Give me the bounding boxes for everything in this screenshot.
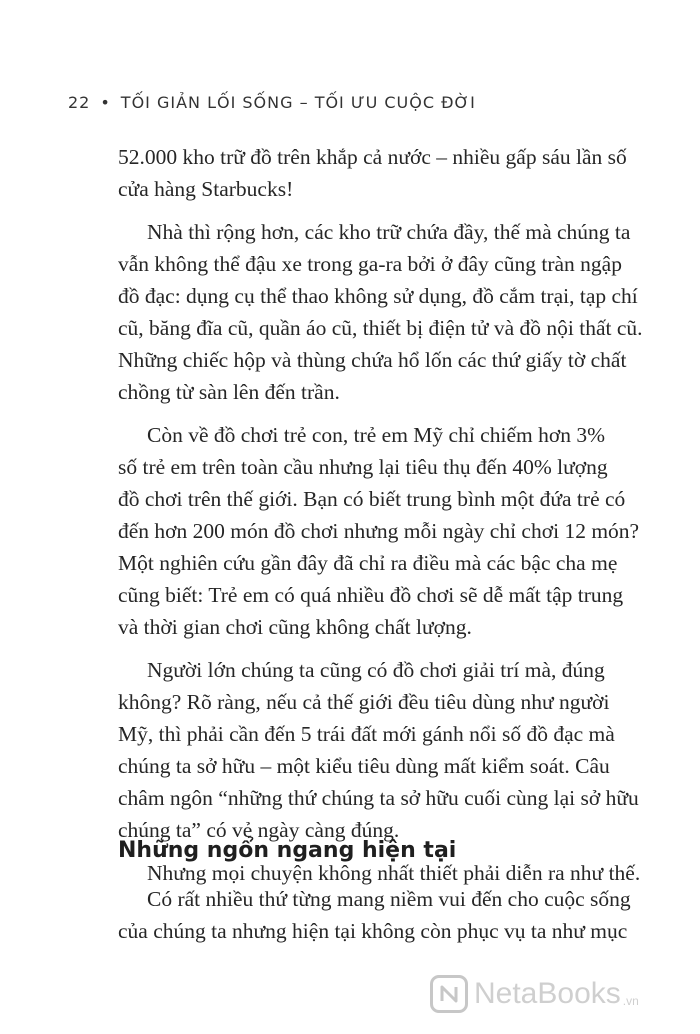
- paragraph: [118, 654, 639, 846]
- book-title: TỐI GIẢN LỐI SỐNG – TỐI ƯU CUỘC ĐỜI: [120, 93, 476, 112]
- body-text: [118, 141, 643, 900]
- text-line: chúng ta sở hữu – một kiểu tiêu dùng mất kiểm soát. Câu: [118, 754, 610, 778]
- text-line: cửa hàng Starbucks!: [118, 177, 294, 201]
- page-number: 22: [68, 93, 91, 112]
- text-line: đồ đạc: dụng cụ thể thao không sử dụng, đồ cắm trại, tạp chí: [118, 284, 638, 308]
- watermark: [430, 975, 639, 1013]
- text-line: Những chiếc hộp và thùng chứa hổ lốn các thứ giấy tờ chất: [118, 348, 627, 372]
- paragraph: [118, 883, 631, 947]
- text-line: Nhà thì rộng hơn, các kho trữ chứa đầy, thế mà chúng ta: [147, 220, 631, 244]
- watermark-brand: NetaBooks: [474, 977, 621, 1010]
- text-line: và thời gian chơi cũng không chất lượng.: [118, 615, 472, 639]
- text-line: vẫn không thể đậu xe trong ga-ra bởi ở đây cũng tràn ngập: [118, 252, 622, 276]
- text-line: Mỹ, thì phải cần đến 5 trái đất mới gánh nổi số đồ đạc mà: [118, 722, 615, 746]
- text-line: Nhưng mọi chuyện không nhất thiết phải diễn ra như thế.: [147, 861, 641, 885]
- text-line: số trẻ em trên toàn cầu nhưng lại tiêu thụ đến 40% lượng: [118, 455, 608, 479]
- paragraph: [118, 419, 640, 643]
- text-line: châm ngôn “những thứ chúng ta sở hữu cuối cùng lại sở hữu: [118, 786, 639, 810]
- text-line: Còn về đồ chơi trẻ con, trẻ em Mỹ chỉ chiếm hơn 3%: [147, 423, 605, 447]
- text-line: cũ, băng đĩa cũ, quần áo cũ, thiết bị điện tử và đồ nội thất cũ.: [118, 316, 643, 340]
- watermark-suffix: .vn: [622, 994, 639, 1008]
- running-header: [68, 93, 476, 112]
- header-separator: •: [100, 93, 111, 112]
- n-logo-icon: [430, 975, 468, 1013]
- text-line: đồ chơi trên thế giới. Bạn có biết trung bình một đứa trẻ có: [118, 487, 626, 511]
- paragraph: [118, 216, 643, 408]
- text-line: của chúng ta nhưng hiện tại không còn phục vụ ta như mục: [118, 919, 628, 943]
- section-heading: Những ngổn ngang hiện tại: [118, 838, 457, 863]
- section-body-text: [118, 883, 631, 958]
- text-line: chồng từ sàn lên đến trần.: [118, 380, 340, 404]
- text-line: Người lớn chúng ta cũng có đồ chơi giải trí mà, đúng: [147, 658, 605, 682]
- text-line: Một nghiên cứu gần đây đã chỉ ra điều mà các bậc cha mẹ: [118, 551, 618, 575]
- text-line: 52.000 kho trữ đồ trên khắp cả nước – nhiều gấp sáu lần số: [118, 145, 627, 169]
- paragraph: [118, 141, 627, 205]
- text-line: chúng ta” có vẻ ngày càng đúng.: [118, 818, 400, 842]
- text-line: đến hơn 200 món đồ chơi nhưng mỗi ngày chỉ chơi 12 món?: [118, 519, 640, 543]
- text-line: không? Rõ ràng, nếu cả thế giới đều tiêu dùng như người: [118, 690, 610, 714]
- text-line: Có rất nhiều thứ từng mang niềm vui đến cho cuộc sống: [147, 887, 631, 911]
- text-line: cũng biết: Trẻ em có quá nhiều đồ chơi sẽ dễ mất tập trung: [118, 583, 624, 607]
